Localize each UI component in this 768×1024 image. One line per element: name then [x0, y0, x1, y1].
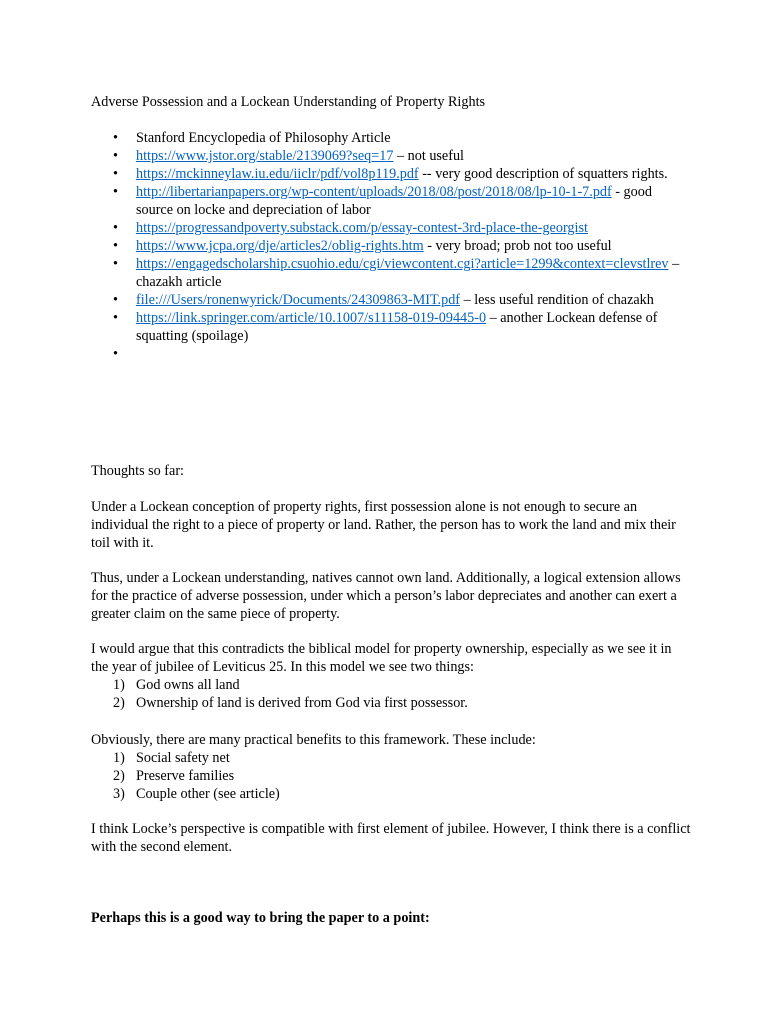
source-link[interactable]: https://www.jcpa.org/dje/articles2/oblig-rights.htm [136, 238, 424, 254]
source-item [91, 165, 691, 183]
closing-heading: Perhaps this is a good way to bring the paper to a point: [91, 910, 430, 926]
list-text: God owns all land [136, 677, 240, 693]
source-note: – less useful rendition of chazakh [460, 292, 654, 308]
source-link[interactable]: https://link.springer.com/article/10.1007/s11158-019-09445-0 [136, 310, 487, 326]
paragraph-text: Under a Lockean conception of property rights, first possession alone is not enough to secure an individual the right to a piece of property or land. Rather, the person has to work the land and mix their toil with it. [91, 499, 676, 551]
list-item [91, 767, 691, 785]
source-link[interactable]: https://www.jstor.org/stable/2139069?seq=17 [136, 148, 394, 164]
list-number: 3) [113, 786, 125, 802]
list-text: Social safety net [136, 750, 230, 766]
paragraph-text: Obviously, there are many practical benefits to this framework. These include: [91, 732, 536, 748]
list-item [91, 676, 691, 694]
list-number: 1) [113, 677, 125, 693]
document-title: Adverse Possession and a Lockean Understanding of Property Rights [91, 94, 486, 110]
source-note: - very broad; prob not too useful [423, 238, 612, 254]
paragraph-text: Thus, under a Lockean understanding, natives cannot own land. Additionally, a logical extension allows for the practice of adverse possession, under which a person’s labor depreciates and another can exert a greater claim on the same piece of property. [91, 570, 681, 622]
source-item [91, 183, 691, 219]
list-text: Ownership of land is derived from God via first possessor. [136, 695, 468, 711]
source-item [91, 309, 691, 345]
list-number: 2) [113, 768, 125, 784]
paragraph-5 [91, 820, 691, 856]
list-item [91, 749, 691, 767]
source-item [91, 129, 691, 147]
list-text: Couple other (see article) [136, 786, 280, 802]
paragraph-4 [91, 731, 691, 803]
numbered-list [91, 676, 691, 712]
numbered-list [91, 749, 691, 803]
list-item [91, 694, 691, 712]
source-note: – chazakh article [136, 256, 680, 290]
list-number: 2) [113, 695, 125, 711]
source-item [91, 147, 691, 165]
source-link[interactable]: http://libertarianpapers.org/wp-content/uploads/2018/08/post/2018/08/lp-10-1-7.pdf [136, 184, 612, 200]
paragraph-text: I think Locke’s perspective is compatible with first element of jubilee. However, I think there is a conflict with the second element. [91, 821, 691, 855]
list-text: Preserve families [136, 768, 235, 784]
thoughts-heading: Thoughts so far: [91, 463, 184, 479]
source-link[interactable]: https://mckinneylaw.iu.edu/iiclr/pdf/vol8p119.pdf [136, 166, 419, 182]
source-item [91, 255, 691, 291]
source-link[interactable]: https://progressandpoverty.substack.com/p/essay-contest-3rd-place-the-georgist [136, 220, 588, 236]
source-item [91, 237, 691, 255]
source-item [91, 291, 691, 309]
source-note: -- very good description of squatters rights. [418, 166, 668, 182]
paragraph-1 [91, 498, 691, 552]
source-item-empty [91, 345, 691, 363]
paragraph-text: I would argue that this contradicts the biblical model for property ownership, especially as we see it in the year of jubilee of Leviticus 25. In this model we see two things: [91, 641, 672, 675]
source-note: – not useful [393, 148, 464, 164]
source-item [91, 219, 691, 237]
source-list [91, 129, 691, 363]
source-link[interactable]: file:///Users/ronenwyrick/Documents/24309863-MIT.pdf [136, 292, 461, 308]
source-note: - good source on locke and depreciation of labor [136, 184, 652, 218]
source-note: Stanford Encyclopedia of Philosophy Article [136, 130, 391, 146]
list-number: 1) [113, 750, 125, 766]
source-link[interactable]: https://engagedscholarship.csuohio.edu/cgi/viewcontent.cgi?article=1299&context=clevstlrev [136, 256, 669, 272]
paragraph-2 [91, 569, 691, 623]
list-item [91, 785, 691, 803]
source-note: – another Lockean defense of squatting (spoilage) [136, 310, 658, 344]
paragraph-3 [91, 640, 691, 712]
